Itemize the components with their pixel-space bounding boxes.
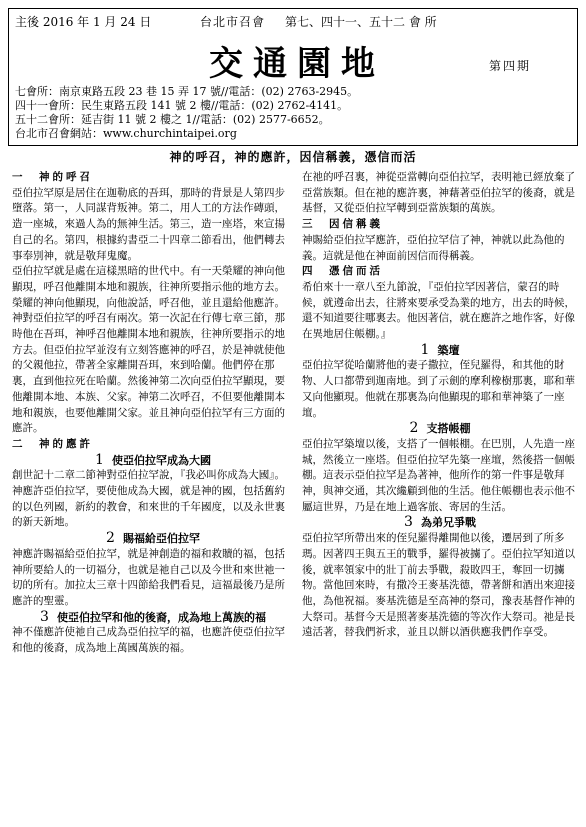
subsection-title: 支搭帳棚 xyxy=(426,422,471,436)
subsection-title: 使亞伯拉罕和他的後裔，成為地上萬族的福 xyxy=(56,610,266,624)
subsection-heading xyxy=(12,453,294,469)
address-line: 五十二會所：延吉街 11 號 2 樓之 1//電話：(02) 2577-6652。 xyxy=(15,113,330,126)
subsection-title: 築壇 xyxy=(437,343,460,357)
issue-number: 第四期 xyxy=(489,59,532,73)
publish-date: 主後 2016 年 1 月 24 日 xyxy=(15,15,152,29)
subsection-title: 賜福給亞伯拉罕 xyxy=(122,532,200,546)
congregation-list: 第七、四十一、五十二 會 所 xyxy=(285,15,437,29)
body-paragraph: 希伯來十一章八至九節說，『亞伯拉罕因著信，蒙召的時候，就遵命出去，往將來要承受為業的地方，出去的時候，還不知道要往哪裏去。他因著信，就在應許之地作客，好像在異地居住帳棚。』 xyxy=(302,280,575,341)
left-column xyxy=(12,170,294,657)
address-block xyxy=(15,85,358,141)
body-paragraph: 亞伯拉罕就是處在這樣黑暗的世代中。有一天榮耀的神向他顯現，呼召他離開本地和親族，往神所要指示他的地方去。榮耀的神向他顯現，向他說話，呼召他，並且還給他應許。 xyxy=(12,265,285,309)
subsection-number: 1 xyxy=(420,341,430,358)
theme-heading: 神的呼召，神的應許，因信稱義，憑信而活 xyxy=(169,150,417,164)
header-top-line xyxy=(15,13,437,30)
section-heading: 三 因信稱義 xyxy=(302,218,383,231)
body-paragraph: 在祂的呼召裏，神從亞當轉向亞伯拉罕，表明祂已經放棄了亞當族類。但在祂的應許裏，神藉著亞伯拉罕的後裔，就是基督，又從亞伯拉罕轉到亞當族類的萬族。 xyxy=(302,171,575,215)
body-paragraph: 神不僅應許使祂自己成為亞伯拉罕的福，也應許使亞伯拉罕和他的後裔，成為地上萬國萬族的福。 xyxy=(12,626,285,655)
body-paragraph: 亞伯拉罕所帶出來的侄兒羅得離開他以後，遷居到了所多瑪。因著四王與五王的戰爭，羅得被擄了。亞伯拉罕知道以後，就率領家中的壯丁前去爭戰，殺敗四王，奪回一切擄物。當他回來時，有撒冷王麥基洗德，帶著餅和酒出來迎接他，為他祝福。麥基洗德是至高神的祭司，豫表基督作神的大祭司。基督今天是照著麥基洗德的等次作大祭司。祂是長遠活著，替我們祈求，並且以餅以酒供應我們作享受。 xyxy=(302,532,575,639)
website-line: 台北市召會網站：www.churchintaipei.org xyxy=(15,127,237,140)
body-paragraph: 亞伯拉罕從哈蘭將他的妻子撒拉，侄兒羅得，和其他的財物、人口都帶到迦南地。到了示劍的摩利橡樹那裏，耶和華又向他顯現。他就在那裏為向他顯現的耶和華神築了一座壇。 xyxy=(302,359,575,419)
masthead-box xyxy=(8,8,578,146)
subsection-title: 為弟兄爭戰 xyxy=(420,516,476,530)
subsection-number: 1 xyxy=(95,451,104,468)
body-paragraph: 神賜給亞伯拉罕應許，亞伯拉罕信了神，神就以此為他的義。這就是他在神面前因信而得稱義。 xyxy=(302,233,565,262)
church-name: 台北市召會 xyxy=(200,15,266,29)
subsection-number: 3 xyxy=(40,608,49,625)
address-line: 四十一會所：民生東路五段 141 號 2 樓//電話：(02) 2762-4141。 xyxy=(15,99,349,112)
subsection-title: 使亞伯拉罕成為大國 xyxy=(111,453,211,467)
section-heading: 一 神的呼召 xyxy=(12,171,93,183)
subsection-number: 2 xyxy=(409,420,419,437)
subsection-number: 2 xyxy=(106,530,115,547)
body-paragraph: 亞伯拉罕築壇以後，支搭了一個帳棚。在巴別，人先造一座城，然後立一座塔。但亞伯拉罕先築一座壇，然後搭一個帳棚。這表示亞伯拉罕是為著神，他所作的第一件事是敬拜神，與神交通，其次纔顧到他的生活。他住帳棚也表示他不屬這世界，乃是在地上過客旅、寄居的生活。 xyxy=(302,437,575,513)
body-paragraph: 創世記十二章二節神對亞伯拉罕說，『我必叫你成為大國』。神應許亞伯拉罕，要使他成為大國，就是神的國，包括舊約的以色列國，新約的教會，和來世的千年國度，以及永世裏的新天新地。 xyxy=(12,469,285,529)
body-paragraph: 神應許賜福給亞伯拉罕，就是神創造的福和救贖的福，包括神所要給人的一切福分，也就是祂自己以及今世和來世祂一切的所有。加拉太三章十四節給我們看見，這福最後乃是所應許的聖靈。 xyxy=(12,547,285,607)
subsection-heading xyxy=(302,343,578,359)
section-heading: 二 神的應許 xyxy=(12,437,93,450)
body-paragraph: 神對亞伯拉罕的呼召有兩次。第一次記在行傳七章三節，那時他在吾珥，神呼召他離開本地和親族，往神所要指示的地方去。但亞伯拉罕並沒有立刻答應神的呼召，於是神就使他的父親他拉，帶著全家離開吾珥，來到哈蘭。他們停在那裏，直到他拉死在哈蘭。然後神第二次向亞伯拉罕顯現，要他離開本地、本族、父家。神第二次呼召，不但要他離開本地和親族，也要他離開父家。並且神向亞伯拉罕有三方面的應許。 xyxy=(12,312,285,435)
masthead-title: 交通園地 xyxy=(209,44,385,84)
subsection-heading xyxy=(12,610,294,626)
right-column xyxy=(302,170,578,641)
subsection-heading xyxy=(302,421,578,437)
body-paragraph: 亞伯拉罕原是居住在迦勒底的吾珥，那時的背景是人第四步墮落。第一，人同謀背叛神。第二，用人工的方法作磚頭，造一座城，來過人為的無神生活。第三，造一座塔，來宣揚自己的名。第四，根據約書亞二十四章二節看出，他們轉去事奉別神，就是敬拜鬼魔。 xyxy=(12,186,285,262)
section-heading: 四 憑信而活 xyxy=(302,265,383,278)
subsection-heading xyxy=(302,515,578,531)
address-line: 七會所：南京東路五段 23 巷 15 弄 17 號//電話：(02) 2763-2945。 xyxy=(15,85,359,98)
subsection-number: 3 xyxy=(404,514,413,531)
subsection-heading xyxy=(12,531,294,547)
